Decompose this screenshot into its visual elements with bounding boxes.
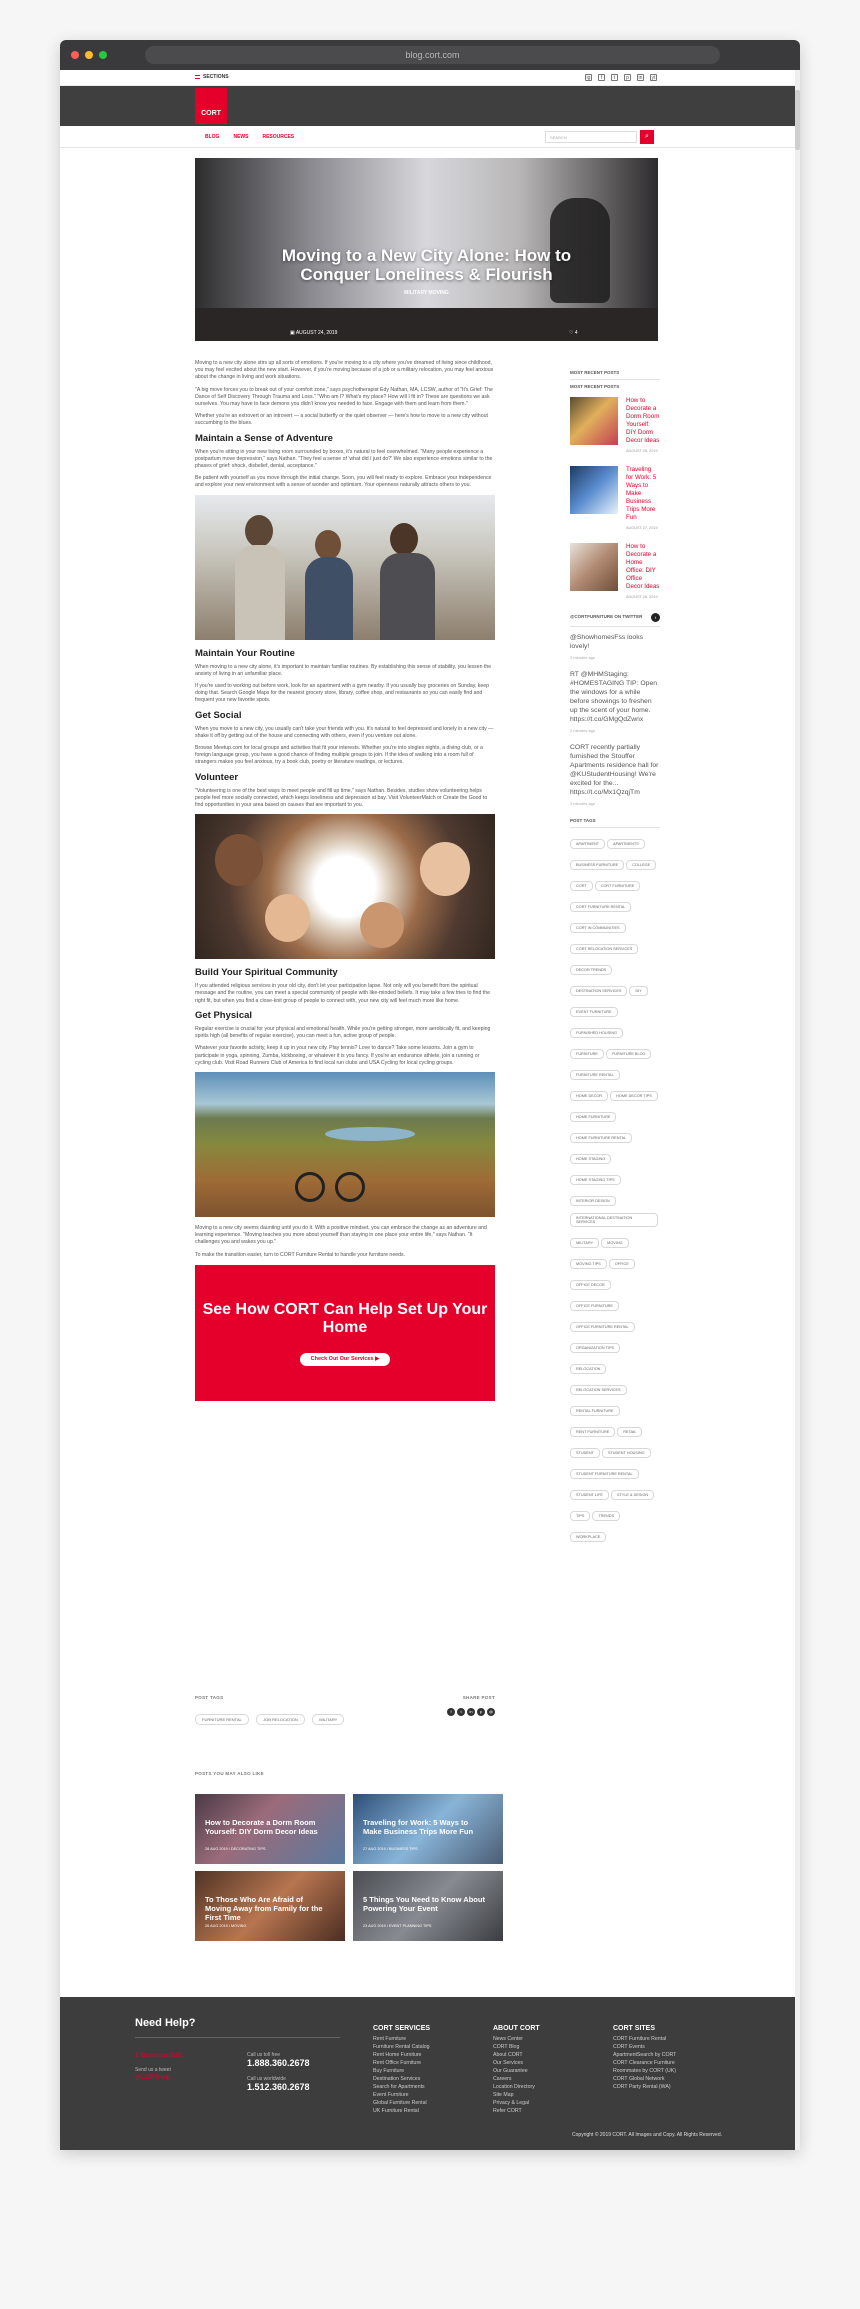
paragraph: If you attended religious services in your old city, don't let your participation lapse. Not only will you benefit from the spiritual message and the routine, you can meet a special community of people with like-minded beliefs. It may take a few tries to find the right fit, but when you find a close-knit group of people to connect with, your new city will feel much more like home.: [195, 983, 490, 1004]
tag-chip[interactable]: INTERIOR DESIGN: [570, 1196, 616, 1206]
footer-link[interactable]: Our Guarantee: [493, 2068, 528, 2074]
search-icon: ⌕: [645, 133, 649, 140]
browser-titlebar: [60, 40, 800, 70]
tag-chip[interactable]: CORT FURNITURE: [595, 881, 641, 891]
photo-shape: [245, 515, 273, 547]
photo-shape: [380, 553, 435, 640]
footer-link[interactable]: CORT Events: [613, 2044, 645, 2050]
share-section: [430, 1695, 495, 1716]
utility-bar: [60, 70, 795, 86]
scrollbar-thumb[interactable]: [795, 90, 800, 150]
tag-chip[interactable]: FURNITURE RENTAL: [570, 1070, 620, 1080]
tag-chip[interactable]: TIPS: [570, 1511, 590, 1521]
photo-shape: [295, 1172, 325, 1202]
recent-list: [570, 397, 660, 599]
paragraph: Moving to a new city alone stirs up all sorts of emotions. If you're moving to a city where you've dreamed of living since childhood, you may feel excited about the new start. However, if you're moving because of a job or a military relocation, you may feel anxious about the change in living and work situations.: [195, 360, 494, 381]
tag-chip[interactable]: HOME FURNITURE RENTAL: [570, 1133, 632, 1143]
section-heading: Volunteer: [195, 771, 239, 783]
tag-chip[interactable]: OFFICE: [609, 1259, 635, 1269]
photo-shape: [360, 902, 404, 948]
footer-link[interactable]: Global Furniture Rental: [373, 2100, 427, 2106]
tag-chip[interactable]: RETAIL: [617, 1427, 642, 1437]
recent-thumb: [570, 543, 618, 591]
footer-col-title: CORT SERVICES: [373, 2025, 431, 2032]
divider: [570, 827, 660, 828]
tag-chip[interactable]: CORT RELOCATION SERVICES: [570, 944, 638, 954]
tag-chip[interactable]: HOME DECOR TIPS: [610, 1091, 658, 1101]
footer-col-title: ABOUT CORT: [493, 2025, 540, 2032]
recent-date: AUGUST 28, 2019: [626, 449, 658, 453]
related-meta: 23 AUG 2019 / EVENT PLANNING TIPS: [363, 1924, 432, 1928]
footer-phones: [247, 2052, 310, 2100]
footer-link[interactable]: Destination Services: [373, 2076, 421, 2082]
tag-chip[interactable]: INTERNATIONAL DESTINATION SERVICES: [570, 1213, 658, 1227]
most-recent-heading: MOST RECENT POSTS: [570, 370, 620, 375]
photo-shape: [315, 530, 341, 560]
url-bar[interactable]: blog.cort.com: [145, 46, 720, 64]
photo-shape: [235, 545, 285, 640]
tag-chip[interactable]: CORT: [570, 881, 593, 891]
footer-link[interactable]: Buy Furniture: [373, 2068, 405, 2074]
footer-col-sites: [613, 2025, 676, 2091]
footer-link[interactable]: Rent Home Furniture: [373, 2052, 422, 2058]
hero-category[interactable]: MILITARY MOVING: [404, 290, 449, 296]
photo-shape: [420, 842, 470, 896]
blog-nav: [60, 126, 795, 148]
paragraph: When you move to a new city, you usually can't take your friends with you. It's natural to feel depressed and lonely in a new city — shake it off by getting out of the house and connecting with others, even if you venture out alone.: [195, 725, 494, 739]
tag-chip[interactable]: FURNITURE RENTAL: [195, 1714, 249, 1725]
related-meta: 27 AUG 2019 / BUSINESS TIPS: [363, 1847, 418, 1851]
photo-shape: [325, 1127, 415, 1141]
post-tag-list: [195, 1708, 355, 1729]
related-card[interactable]: [353, 1871, 503, 1941]
most-recent-heading-2: MOST RECENT POSTS: [570, 384, 620, 389]
huddle-photo: [195, 814, 495, 959]
tag-chip[interactable]: HOME STAGING: [570, 1154, 611, 1164]
tweet-time: 2 minutes ago: [570, 728, 596, 733]
page-scrollbar[interactable]: [795, 70, 800, 2150]
divider: [570, 379, 660, 380]
sidebar-tags-heading: POST TAGS: [570, 818, 596, 823]
tag-chip[interactable]: ORGANIZATION TIPS: [570, 1343, 620, 1353]
footer-divider: [135, 2037, 340, 2038]
twitter-icon[interactable]: t: [611, 74, 618, 81]
phone-number[interactable]: 1.512.360.2678: [247, 2082, 310, 2092]
tag-chip[interactable]: RELOCATION: [570, 1364, 606, 1374]
tag-chip[interactable]: TRENDS: [592, 1511, 620, 1521]
tag-chip[interactable]: WORKPLACE: [570, 1532, 606, 1542]
related-card[interactable]: [195, 1871, 345, 1941]
footer-link[interactable]: Privacy & Legal: [493, 2100, 530, 2106]
footer-link[interactable]: Rent Office Furniture: [373, 2060, 422, 2066]
phone-label: Call us worldwide: [247, 2076, 286, 2082]
footer-link[interactable]: CORT Blog: [493, 2044, 520, 2050]
related-title: 5 Things You Need to Know About Powering Your Event: [363, 1895, 485, 1913]
share-icons: [430, 1708, 495, 1716]
recent-title: How to Decorate a Dorm Room Yourself: DIY Dorm Decor Ideas: [626, 397, 660, 444]
footer-link[interactable]: Search for Apartments: [373, 2084, 425, 2090]
facebook-icon[interactable]: f: [598, 74, 605, 81]
article-body: [195, 360, 495, 1413]
photo-shape: [335, 1172, 365, 1202]
recent-thumb: [570, 397, 618, 445]
nav-news[interactable]: NEWS: [233, 134, 249, 140]
footer-link[interactable]: Refer CORT: [493, 2108, 522, 2114]
search-input[interactable]: SEARCH: [545, 131, 637, 143]
tag-chip[interactable]: COLLEGE: [626, 860, 656, 870]
photo-shape: [215, 834, 263, 886]
photo-shape: [305, 557, 353, 640]
footer-contact: [135, 2052, 183, 2082]
photo-shape: [390, 523, 418, 555]
youtube-icon[interactable]: yt: [651, 75, 656, 81]
nav-links: [205, 134, 294, 140]
recent-post[interactable]: [570, 466, 660, 530]
tweet-time: 2 minutes ago: [570, 655, 596, 660]
tag-chip[interactable]: DIY: [629, 986, 647, 996]
cort-logo[interactable]: CORT: [195, 88, 227, 124]
section-heading: Build Your Spiritual Community: [195, 967, 338, 979]
recent-post[interactable]: [570, 543, 660, 599]
twitter-bird-icon[interactable]: t: [651, 613, 660, 622]
tag-chip[interactable]: OFFICE DECOR: [570, 1280, 611, 1290]
paragraph: If you're used to working out before work, look for an apartment with a gym nearby. If you usually buy groceries on Sunday, keep doing that. Search Google Maps for the nearest grocery store, library, coffee shop, and restaurants so you can easily find and frequent your new favorite spots.: [195, 683, 490, 704]
twitter-header: [570, 613, 660, 622]
twitter-heading: @CORTFURNITURE ON TWITTER: [570, 613, 643, 619]
related-posts: [195, 1771, 495, 1941]
tag-chip[interactable]: OFFICE FURNITURE: [570, 1301, 619, 1311]
footer-link[interactable]: Event Furniture: [373, 2092, 409, 2098]
share-facebook-icon[interactable]: f: [447, 1708, 455, 1716]
section-heading: Maintain Your Routine: [195, 647, 295, 659]
share-email-icon[interactable]: @: [488, 1709, 494, 1714]
tag-chip[interactable]: FURNITURE: [570, 1049, 604, 1059]
paragraph: When moving to a new city alone, it's important to maintain familiar routines. By establishing this sense of stability, you lessen the anxiety of living in an unfamiliar place.: [195, 663, 492, 677]
search-button[interactable]: [640, 130, 654, 144]
paragraph: "Volunteering is one of the best ways to meet people and fill up time," says Nathan. Besides, studies show volunteering helps people feel more socially connected, which keeps loneliness and depression at bay. Visit VolunteerMatch or Create the Good to find opportunities in your area based on causes that are important to you.: [195, 787, 488, 809]
showroom-link[interactable]: 1 Showroom(888): [135, 2053, 183, 2059]
tag-chip[interactable]: STUDENT HOUSING: [602, 1448, 651, 1458]
tag-chip[interactable]: STYLE & DESIGN: [611, 1490, 654, 1500]
like-count-text: 4: [574, 330, 578, 336]
tag-chip[interactable]: RENT FURNITURE: [570, 1427, 615, 1437]
minimize-dot[interactable]: [85, 51, 93, 59]
section-heading: Maintain a Sense of Adventure: [195, 432, 333, 444]
instagram-icon[interactable]: ig: [586, 75, 591, 81]
paragraph: "A big move forces you to break out of your comfort zone," says psychotherapist Edy Nathan, MA, LCSW, author of "It's Grief: The Dance of Self Discovery Through Trauma and Loss." "Who am I? What's my place? How will I fit in? These are questions we ask ourselves. You may have to face demons you didn't know you needed to face. Engage with them and learn from them.": [195, 386, 493, 408]
phone-number[interactable]: 1.888.360.2678: [247, 2058, 310, 2068]
cta-banner: [195, 1265, 495, 1401]
tag-chip[interactable]: MOVING: [601, 1238, 628, 1248]
paragraph: Moving to a new city seems daunting until you do it. With a positive mindset, you can embrace the change as an adventure and learning experience. "Moving teaches you more about yourself than staying in one place your entire life," says Nathan. "It challenges you and wakes you up.": [195, 1224, 487, 1246]
related-title: To Those Who Are Afraid of Moving Away from Family for the First Time: [205, 1895, 323, 1922]
tag-chip[interactable]: FURNITURE BLOG: [606, 1049, 652, 1059]
tag-chip[interactable]: BUSINESS FURNITURE: [570, 860, 624, 870]
social-icons: [585, 74, 657, 81]
tag-chip[interactable]: STUDENT LIFE: [570, 1490, 609, 1500]
footer-col-services: [373, 2025, 430, 2115]
recent-date: AUGUST 27, 2019: [626, 526, 658, 530]
related-label: POSTS YOU MAY ALSO LIKE: [195, 1771, 264, 1776]
tag-chip[interactable]: RENTAL FURNITURE: [570, 1406, 620, 1416]
sections-menu[interactable]: [195, 74, 229, 80]
tag-chip[interactable]: STUDENT: [570, 1448, 600, 1458]
tag-chip[interactable]: MOVING TIPS: [570, 1259, 607, 1269]
footer-link[interactable]: CORT Clearance Furniture: [613, 2060, 675, 2066]
recent-thumb: [570, 466, 618, 514]
page-title: Moving to a New City Alone: How to Conquer Loneliness & Flourish: [281, 246, 572, 284]
tweet-time: 2 minutes ago: [570, 801, 596, 806]
sidebar: [570, 370, 660, 1546]
zoom-dot[interactable]: [99, 51, 107, 59]
footer-col-about: [493, 2025, 540, 2115]
paragraph: When you're sitting in your new living room surrounded by boxes, it's natural to feel overwhelmed. "Many people experience a postpartum move depression," says Nathan. "They feel a sense of 'what did I just do?' We also experience emotions similar to the phases of grief: shock, disbelief, denial, acceptance.": [195, 448, 493, 470]
tag-chip[interactable]: DESTINATION SERVICES: [570, 986, 627, 996]
paragraph: Browse Meetup.com for local groups and activities that fit your interests. Whether you're into singles nights, a diving club, or a foreign language group, you have a good chance of finding multiple groups to join. If the idea of walking into a room full of strangers makes you feel anxious, try a book club, poetry or literature readings, or lectures.: [195, 745, 483, 766]
tag-chip[interactable]: HOME DECOR: [570, 1091, 608, 1101]
tag-cloud: [570, 832, 660, 1546]
divider: [570, 626, 660, 627]
friends-photo: [195, 495, 495, 640]
tweet-label: Send us a tweet: [135, 2067, 171, 2073]
related-card[interactable]: [195, 1794, 345, 1864]
footer-link[interactable]: Rent Furniture: [373, 2036, 407, 2042]
like-count[interactable]: [569, 330, 578, 336]
tag-chip[interactable]: MILITARY: [312, 1714, 344, 1725]
tag-chip[interactable]: FURNISHED HOUSING: [570, 1028, 623, 1038]
copyright: Copyright © 2019 CORT. All Images and Copy. All Rights Reserved.: [572, 2132, 722, 2138]
linkedin-icon[interactable]: in: [638, 75, 643, 81]
nav-blog[interactable]: BLOG: [205, 134, 220, 140]
related-meta: 28 AUG 2019 / DECORATING TIPS: [205, 1847, 266, 1851]
footer-link[interactable]: Furniture Rental Catalog: [373, 2044, 430, 2050]
footer-link[interactable]: ApartmentSearch by CORT: [613, 2052, 677, 2058]
footer-link[interactable]: Roommates by CORT (UK): [613, 2068, 676, 2074]
tag-chip[interactable]: RELOCATION SERVICES: [570, 1385, 627, 1395]
photo-shape: [265, 894, 310, 942]
footer-link[interactable]: CORT Furniture Rental: [613, 2036, 667, 2042]
tag-chip[interactable]: MILITARY: [570, 1238, 599, 1248]
tag-chip[interactable]: HOME FURNITURE: [570, 1112, 616, 1122]
related-card[interactable]: [353, 1794, 503, 1864]
tag-chip[interactable]: APARTMENTS: [607, 839, 645, 849]
tweet[interactable]: RT @MHMStaging: #HOMESTAGING TIP: Open the windows for a while before showings to freshen up the scent of your home. https://t.co/GMgQdZwnx: [570, 671, 657, 723]
footer-link[interactable]: CORT Global Network: [613, 2076, 665, 2082]
post-tags-label: POST TAGS: [195, 1695, 224, 1700]
tag-chip[interactable]: STUDENT FURNITURE RENTAL: [570, 1469, 639, 1479]
services-button[interactable]: Check Out Our Services ▶: [300, 1353, 390, 1366]
footer-col-title: CORT SITES: [613, 2025, 656, 2032]
hero-date-text: AUGUST 24, 2019: [295, 330, 338, 336]
site-footer: [60, 1997, 795, 2150]
calendar-icon: ▣: [290, 330, 296, 336]
footer-link[interactable]: Careers: [493, 2076, 512, 2082]
tag-chip[interactable]: EVENT FURNITURE: [570, 1007, 618, 1017]
tag-chip[interactable]: DECOR TRENDS: [570, 965, 612, 975]
tag-chip[interactable]: APARTMENT: [570, 839, 605, 849]
sections-label: SECTIONS: [203, 74, 229, 80]
heart-icon: ♡: [569, 330, 575, 336]
related-title: Traveling for Work: 5 Ways to Make Business Trips More Fun: [363, 1818, 474, 1836]
tag-chip[interactable]: OFFICE FURNITURE RENTAL: [570, 1322, 635, 1332]
tag-chip[interactable]: HOME STAGING TIPS: [570, 1175, 621, 1185]
footer-link[interactable]: News Center: [493, 2036, 523, 2042]
related-meta: 26 AUG 2019 / MOVING: [205, 1924, 247, 1928]
menu-icon: [195, 75, 200, 79]
footer-link[interactable]: Site Map: [493, 2092, 514, 2098]
paragraph: Be patient with yourself as you move through the initial change. Soon, you will feel ready to explore. Embrace your independence and explore your new environment with a sense of wonder and optimism. Your openness naturally attracts others to you.: [195, 475, 492, 489]
section-heading: Get Physical: [195, 1009, 253, 1021]
share-pinterest-icon[interactable]: p: [477, 1708, 485, 1716]
section-heading: Get Social: [195, 709, 242, 721]
tweet[interactable]: CORT recently partially furnished the Stouffer Apartments residence hall for @KUStudentHousing! We're excited for the... https://t.co/Mx1QzqjTm: [570, 744, 659, 796]
hero-date: [290, 330, 337, 336]
footer-link[interactable]: CORT Party Rental (WA): [613, 2084, 671, 2090]
browser-window: [60, 40, 800, 2150]
need-help-heading: Need Help?: [135, 2017, 196, 2029]
tweet[interactable]: @ShowhomesFss looks lovely!: [570, 634, 644, 650]
sidebar-tags: [570, 818, 660, 1546]
related-grid: [195, 1794, 503, 1941]
hero-banner: [195, 158, 658, 341]
recent-post[interactable]: [570, 397, 660, 453]
cycling-photo: [195, 1072, 495, 1217]
cta-title: See How CORT Can Help Set Up Your Home: [202, 1300, 488, 1336]
tag-chip[interactable]: CORT FURNITURE RENTAL: [570, 902, 631, 912]
paragraph: Regular exercise is crucial for your physical and emotional health. While you're getting stronger, more aerobically fit, and keeping spirits high (all benefits of regular exercise), you can meet a fun, active group of people.: [195, 1025, 491, 1040]
phone-label: Call us toll free: [247, 2052, 281, 2058]
footer-link[interactable]: Location Directory: [493, 2084, 535, 2090]
tag-chip[interactable]: CORT IN COMMUNITIES: [570, 923, 626, 933]
footer-link[interactable]: About CORT: [493, 2052, 523, 2058]
footer-link[interactable]: UK Furniture Rental: [373, 2108, 419, 2114]
site-header: [60, 86, 795, 126]
recent-date: AUGUST 26, 2019: [626, 595, 658, 599]
pinterest-icon[interactable]: p: [624, 74, 631, 81]
recent-title: Traveling for Work: 5 Ways to Make Business Trips More Fun: [626, 466, 657, 521]
cort-help-link[interactable]: @CORTHelp: [135, 2075, 171, 2081]
close-dot[interactable]: [71, 51, 79, 59]
share-twitter-icon[interactable]: t: [457, 1708, 465, 1716]
recent-title: How to Decorate a Home Office: DIY Office Decor Ideas: [626, 543, 660, 590]
footer-link[interactable]: Our Services: [493, 2060, 523, 2066]
related-title: How to Decorate a Dorm Room Yourself: DIY Dorm Decor Ideas: [205, 1818, 318, 1836]
share-linkedin-icon[interactable]: in: [467, 1708, 475, 1716]
tag-chip[interactable]: JOB RELOCATION: [256, 1714, 305, 1725]
nav-resources[interactable]: RESOURCES: [262, 134, 295, 140]
share-label: SHARE POST: [462, 1695, 495, 1700]
paragraph: To make the transition easier, turn to CORT Furniture Rental to handle your furniture needs.: [195, 1251, 406, 1258]
paragraph: Whether you're an extrovert or an introvert — a social butterfly or the quiet observer — here's how to move to a new city without succumbing to the blues.: [195, 413, 488, 427]
hero-window-sill: [195, 308, 658, 341]
paragraph: Whatever your favorite activity, keep it up in your new city. Play tennis? Love to dance? Take some lessons. Join a gym to participate in yoga, spinning, Zumba, kickboxing, or whatever it is you fancy. If you're an endurance athlete, join a running or cycling club. Visit Road Runners Club of America to find local run clubs and USA Cycling for local cycling groups.: [195, 1045, 480, 1066]
